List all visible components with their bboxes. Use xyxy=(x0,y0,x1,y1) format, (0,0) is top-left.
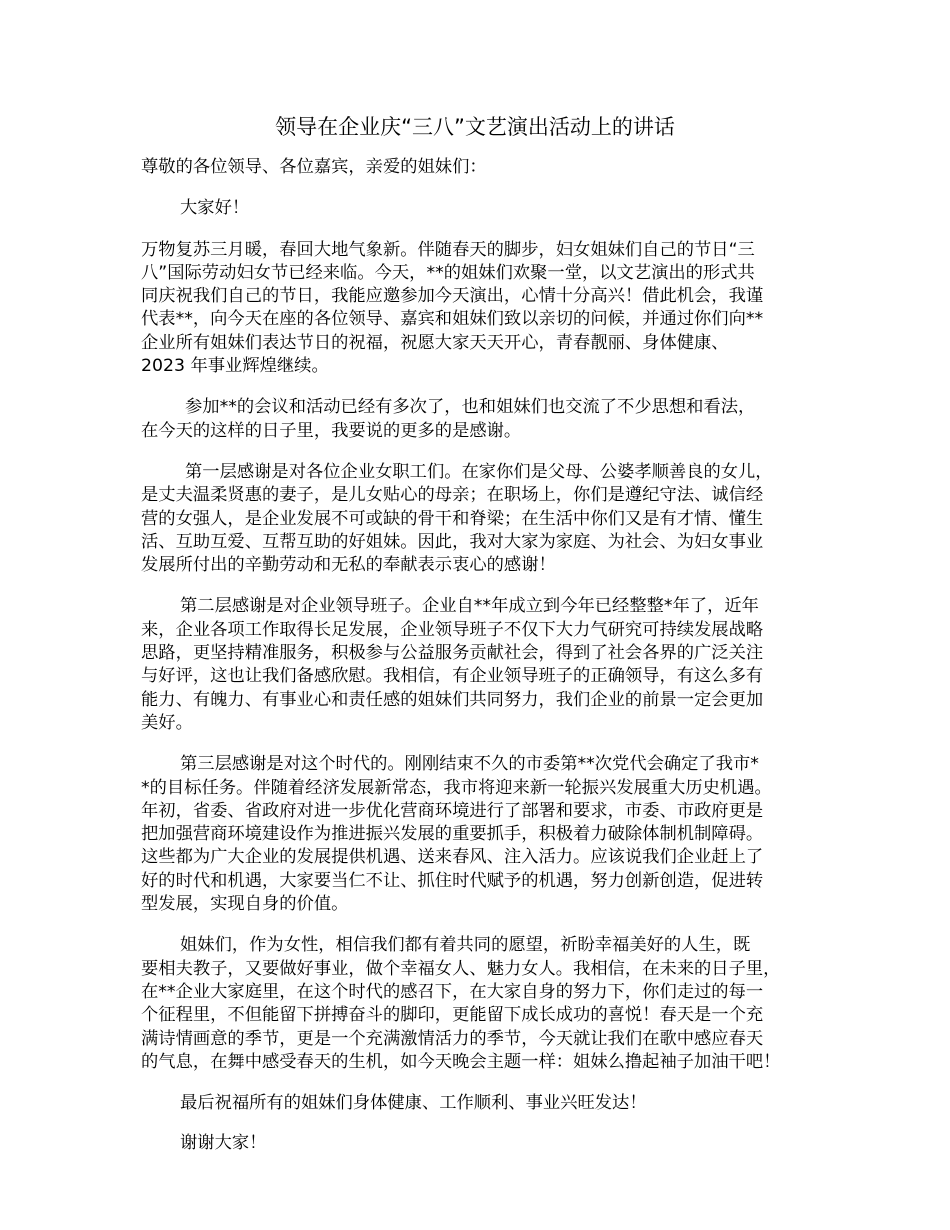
paragraph-line: 在**企业大家庭里，在这个时代的感召下，在大家自身的努力下，你们走过的每一 xyxy=(141,981,764,1002)
document-title: 领导在企业庆“三八”文艺演出活动上的讲话 xyxy=(275,115,675,139)
paragraph-line: 来，企业各项工作取得长足发展，企业领导班子不仅下大力气研究可持续发展战略 xyxy=(141,619,764,640)
paragraph-line: 好的时代和机遇，大家要当仁不让、抓住时代赋予的机遇，努力创新创造，促进转 xyxy=(141,870,764,891)
paragraph-line: 第三层感谢是对这个时代的。刚刚结束不久的市委第**次党代会确定了我市* xyxy=(180,754,759,775)
paragraph-line: 与好评，这也让我们备感欣慰。我相信，有企业领导班子的正确领导，有这么多有 xyxy=(141,666,764,687)
paragraph-line: 是丈夫温柔贤惠的妻子，是儿女贴心的母亲；在职场上，你们是遵纪守法、诚信经 xyxy=(141,485,764,506)
paragraph-line: 要相夫教子，又要做好事业，做个幸福女人、魅力女人。我相信，在未来的日子里， xyxy=(141,958,781,979)
paragraph-thanks-third xyxy=(141,753,813,916)
salutation: 尊敬的各位领导、各位嘉宾，亲爱的姐妹们： xyxy=(141,157,487,177)
paragraph-line: 的气息，在舞中感受春天的生机，如今天晚会主题一样：姐妹么撸起袖子加油干吧！ xyxy=(141,1051,781,1072)
paragraph-thanks-first xyxy=(141,461,813,577)
closing-wish: 最后祝福所有的姐妹们身体健康、工作顺利、事业兴旺发达！ xyxy=(180,1093,647,1114)
paragraph-line: 能力、有魄力、有事业心和责任感的姐妹们共同努力，我们企业的前景一定会更加 xyxy=(141,689,764,710)
paragraph-thanks-second xyxy=(141,595,813,735)
paragraph-participation xyxy=(141,396,813,443)
paragraph-line: 这些都为广大企业的发展提供机遇、送来春风、注入活力。应该说我们企业赶上了 xyxy=(141,847,764,868)
paragraph-line: 个征程里，不但能留下拼搏奋斗的脚印，更能留下成长成功的喜悦！春天是一个充 xyxy=(141,1005,764,1026)
paragraph-line: 万物复苏三月暖，春回大地气象新。伴随春天的脚步，妇女姐妹们自己的节日“三 xyxy=(141,239,755,260)
paragraph-line: 营的女强人，是企业发展不可或缺的骨干和脊梁；在生活中你们又是有才情、懂生 xyxy=(141,508,764,529)
paragraph-line: 2023 年事业辉煌继续。 xyxy=(141,356,329,377)
paragraph-line: 型发展，实现自身的价值。 xyxy=(141,894,349,915)
paragraph-line: 满诗情画意的季节，更是一个充满激情活力的季节，今天就让我们在歌中感应春天 xyxy=(141,1028,764,1049)
paragraph-line: 把加强营商环境建设作为推进振兴发展的重要抓手，积极着力破除体制机制障碍。 xyxy=(141,824,764,845)
closing-thanks: 谢谢大家！ xyxy=(180,1133,267,1154)
paragraph-line: 参加**的会议和活动已经有多次了，也和姐妹们也交流了不少思想和看法， xyxy=(185,397,756,418)
document-body xyxy=(141,156,813,1156)
paragraph-line: 企业所有姐妹们表达节日的祝福，祝愿大家天天开心，青春靓丽、身体健康、 xyxy=(141,332,729,353)
paragraph-sisters xyxy=(141,934,813,1074)
paragraph-opening xyxy=(141,239,813,379)
paragraph-line: 年初，省委、省政府对进一步优化营商环境进行了部署和要求，市委、市政府更是 xyxy=(141,800,764,821)
paragraph-line: 第一层感谢是对各位企业女职工们。在家你们是父母、公婆孝顺善良的女儿， xyxy=(185,461,773,482)
paragraph-line: 在今天的这样的日子里，我要说的更多的是感谢。 xyxy=(141,420,522,441)
paragraph-line: 姐妹们，作为女性，相信我们都有着共同的愿望，祈盼幸福美好的人生，既 xyxy=(180,935,751,956)
paragraph-line: 活、互助互爱、互帮互助的好姐妹。因此，我对大家为家庭、为社会、为妇女事业 xyxy=(141,531,764,552)
greeting: 大家好！ xyxy=(180,198,250,219)
paragraph-line: 发展所付出的辛勤劳动和无私的奉献表示衷心的感谢！ xyxy=(141,555,556,576)
paragraph-line: 八”国际劳动妇女节已经来临。今天，**的姐妹们欢聚一堂，以文艺演出的形式共 xyxy=(141,262,755,283)
paragraph-line: 代表**，向今天在座的各位领导、嘉宾和姐妹们致以亲切的问候，并通过你们向** xyxy=(141,309,764,330)
paragraph-line: 同庆祝我们自己的节日，我能应邀参加今天演出，心情十分高兴！借此机会，我谨 xyxy=(141,286,764,307)
paragraph-line: *的目标任务。伴随着经济发展新常态，我市将迎来新一轮振兴发展重大历史机遇。 xyxy=(141,777,772,798)
paragraph-line: 思路，更坚持精准服务，积极参与公益服务贡献社会，得到了社会各界的广泛关注 xyxy=(141,643,764,664)
paragraph-line: 第二层感谢是对企业领导班子。企业自**年成立到今年已经整整*年了，近年 xyxy=(180,596,759,617)
paragraph-line: 美好。 xyxy=(141,712,193,733)
